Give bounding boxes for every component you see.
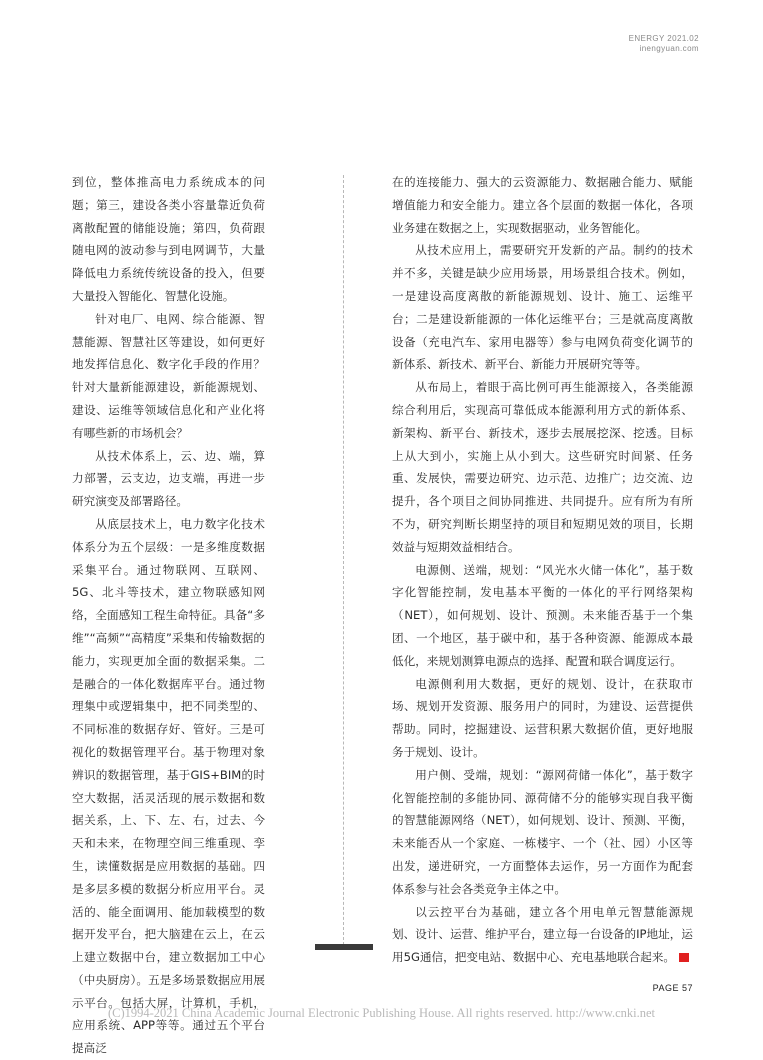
paragraph: 针对电厂、电网、综合能源、智慧能源、智慧社区等建设，如何更好地发挥信息化、数字化手段的作用？针对大量新能源建设，新能源规划、建设、运维等领域信息化和产业化将有哪些新的市场机会？	[72, 311, 265, 440]
paragraph: 从布局上，着眼于高比例可再生能源接入，各类能源综合利用后，实现高可靠低成本能源利用方式的新体系、新架构、新平台、新技术，逐步去展展挖深、挖透。目标上从大到小，实施上从小到大。这些研究时间紧、任务重、发展快，需要边研究、边示范、边推广；边交流、边提升，各个项目之间协同推进、共同提升。应有所为有所不为，研究判断长期坚持的项目和短期见效的项目，长期效益与短期效益相结合。	[392, 380, 693, 554]
left-column	[72, 171, 265, 1060]
paragraph: 电源侧利用大数据，更好的规划、设计，在获取市场、规划开发资源、服务用户的同时，为建设、运营提供帮助。同时，挖掘建设、运营积累大数据价值，更好地服务于规划、设计。	[392, 676, 693, 759]
end-mark-icon	[679, 953, 689, 962]
last-paragraph	[392, 901, 693, 969]
paragraph: 从技术应用上，需要研究开发新的产品。制约的技术并不多，关键是缺少应用场景，用场景组合技术。例如，一是建设高度离散的新能源规划、设计、施工、运维平台；二是建设新能源的一体化运维平台；三是就高度离散设备（充电汽车、家用电器等）参与电网负荷变化调节的新体系、新技术、新平台、新能力开展研究等等。	[392, 243, 693, 372]
journal-header	[629, 34, 699, 54]
paragraph: 到位，整体推高电力系统成本的问题；第三，建设各类小容量靠近负荷离散配置的储能设施；第四，负荷跟随电网的波动参与到电网调节，大量降低电力系统传统设备的投入，但要大量投入智能化、智慧化设施。	[72, 175, 265, 303]
decorative-bar	[315, 944, 373, 950]
journal-issue: ENERGY 2021.02	[628, 34, 699, 43]
column-divider	[343, 175, 344, 945]
paragraph: 在的连接能力、强大的云资源能力、数据融合能力、赋能增值能力和安全能力。建立各个层面的数据一体化，各项业务建在数据之上，实现数据驱动，业务智能化。	[392, 175, 693, 235]
right-column	[392, 171, 693, 969]
paragraph: 电源侧、送端，规划：“风光水火储一体化”，基于数字化智能控制，发电基本平衡的一体化的平行网络架构（NET），如何规划、设计、预测。未来能否基于一个集团、一个地区，基于碳中和，基于各种资源、能源成本最低化，来规划测算电源点的选择、配置和联合调度运行。	[392, 562, 693, 668]
paragraph: 从底层技术上，电力数字化技术体系分为五个层级：一是多维度数据采集平台。通过物联网、互联网、5G、北斗等技术，建立物联感知网络，全面感知工程生命特征。具备“多维”“高频”“高精度”采集和传输数据的能力，实现更加全面的数据采集。二是融合的一体化数据库平台。通过物理集中或逻辑集中，把不同类型的、不同标准的数据存好、管好。三是可视化的数据管理平台。基于物理对象辨识的数据管理，基于GIS+BIM的时空大数据，活灵活现的展示数据和数据关系，上、下、左、右，过去、今天和未来，在物理空间三维重现、孪生，读懂数据是应用数据的基础。四是多层多模的数据分析应用平台。灵活的、能全面调用、能加载模型的数据开发平台，把大脑建在云上，在云上建立数据中台，建立数据加工中心（中央厨房）。五是多场景数据应用展示平台。包括大屏，计算机，手机，应用系统、APP等等。通过五个平台提高泛	[72, 516, 265, 1056]
copyright-footer: (C)1994-2021 China Academic Journal Electronic Publishing House. All rights reserved. http://www.cnki.net	[107, 1006, 655, 1020]
paragraph: 用户侧、受端，规划：“源网荷储一体化”，基于数字化智能控制的多能协同、源荷储不分的能够实现自我平衡的智慧能源网络（NET），如何规划、设计、预测、平衡，未来能否从一个家庭、一栋楼宇、一个（社、园）小区等出发，递进研究，一方面整体去运作，另一方面作为配套体系参与社会各类竞争主体之中。	[392, 767, 693, 896]
paragraph-text: 以云控平台为基础，建立各个用电单元智慧能源规划、设计、运营、维护平台，建立每一台设备的IP地址，运用5G通信，把变电站、数据中心、充电基地联合起来。	[392, 904, 693, 965]
page-number: PAGE 57	[652, 983, 693, 993]
journal-website: inengyuan.com	[639, 44, 699, 53]
paragraph: 从技术体系上，云、边、端，算力部署，云支边，边支端，再进一步研究演变及部署路径。	[72, 448, 265, 509]
